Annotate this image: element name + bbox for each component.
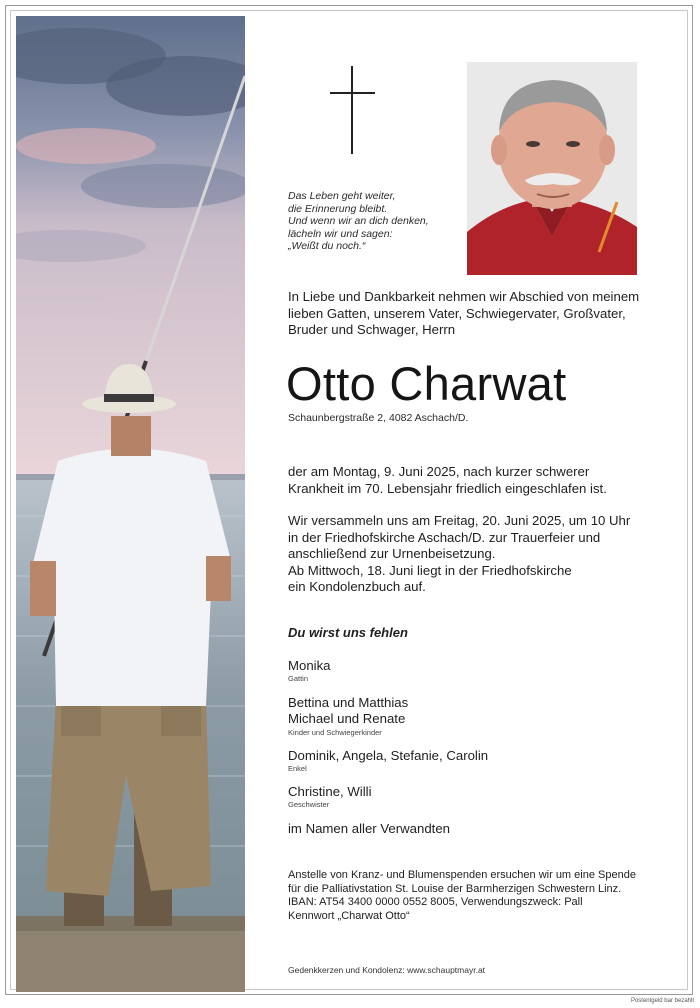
donation-line: Kennwort „Charwat Otto“	[288, 910, 410, 923]
deceased-name: Otto Charwat	[286, 357, 567, 410]
death-notice	[288, 464, 658, 497]
mourner-relation: Gattin	[288, 674, 309, 684]
poem-line: die Erinnerung bleibt.	[288, 202, 388, 215]
mourner-group-children	[288, 695, 588, 738]
funeral-notice	[288, 513, 658, 596]
donation-line: IBAN: AT54 3400 0000 0552 8005, Verwendungszweck: Pall	[288, 896, 583, 909]
intro-line: In Liebe und Dankbarkeit nehmen wir Abschied von meinem	[288, 289, 640, 304]
postal-note: Postentgeld bar bezahlt	[630, 998, 694, 1004]
poem-line: Und wenn wir an dich denken,	[288, 215, 429, 228]
funeral-notice-line: Ab Mittwoch, 18. Juni liegt in der Friedhofskirche	[288, 562, 572, 578]
donation-line: für die Palliativstation St. Louise der Barmherzigen Schwestern Linz.	[288, 882, 622, 895]
mourner-group-spouse	[288, 658, 588, 684]
death-notice-line: der am Montag, 9. Juni 2025, nach kurzer schwerer	[288, 464, 590, 479]
intro-line: lieben Gatten, unserem Vater, Schwiegervater, Großvater,	[288, 305, 626, 321]
funeral-notice-line: Wir versammeln uns am Freitag, 20. Juni 2025, um 10 Uhr	[288, 513, 631, 528]
intro-line: Bruder und Schwager, Herrn	[288, 322, 456, 338]
fishing-photo	[16, 16, 245, 992]
mourner-group-grandchildren	[288, 748, 588, 774]
poem-line: Das Leben geht weiter,	[288, 190, 396, 202]
mourner-names: Dominik, Angela, Stefanie, Carolin	[288, 748, 489, 763]
missing-you-heading: Du wirst uns fehlen	[288, 625, 408, 640]
poem-line: lächeln wir und sagen:	[288, 227, 393, 240]
funeral-notice-line: in der Friedhofskirche Aschach/D. zur Trauerfeier und	[288, 529, 601, 545]
mourner-relation: Kinder und Schwiegerkinder	[288, 727, 382, 737]
intro-text	[288, 289, 658, 339]
mourner-names: Bettina und Matthias	[288, 695, 409, 710]
funeral-notice-line: anschließend zur Urnenbeisetzung.	[288, 546, 496, 562]
cross-icon	[330, 66, 375, 154]
donation-notice	[288, 869, 668, 924]
deceased-address: Schaunbergstraße 2, 4082 Aschach/D.	[288, 412, 469, 424]
condolence-footer: Gedenkkerzen und Kondolenz: www.schauptmayr.at	[288, 965, 486, 975]
donation-line: Anstelle von Kranz- und Blumenspenden ersuchen wir um eine Spende	[288, 869, 636, 881]
funeral-notice-line: ein Kondolenzbuch auf.	[288, 579, 426, 595]
mourner-names: Christine, Willi	[288, 784, 372, 799]
poem-line: „Weißt du noch.“	[288, 240, 366, 253]
mourner-group-siblings	[288, 784, 588, 810]
mourner-relation: Enkel	[288, 764, 307, 774]
all-relatives-text: im Namen aller Verwandten	[288, 821, 450, 836]
mourner-names: Monika	[288, 658, 331, 673]
mourner-relation: Geschwister	[288, 800, 330, 810]
poem	[288, 190, 458, 253]
death-notice-line: Krankheit im 70. Lebensjahr friedlich eingeschlafen ist.	[288, 480, 607, 496]
portrait-photo	[467, 62, 637, 275]
mourner-names: Michael und Renate	[288, 711, 406, 727]
